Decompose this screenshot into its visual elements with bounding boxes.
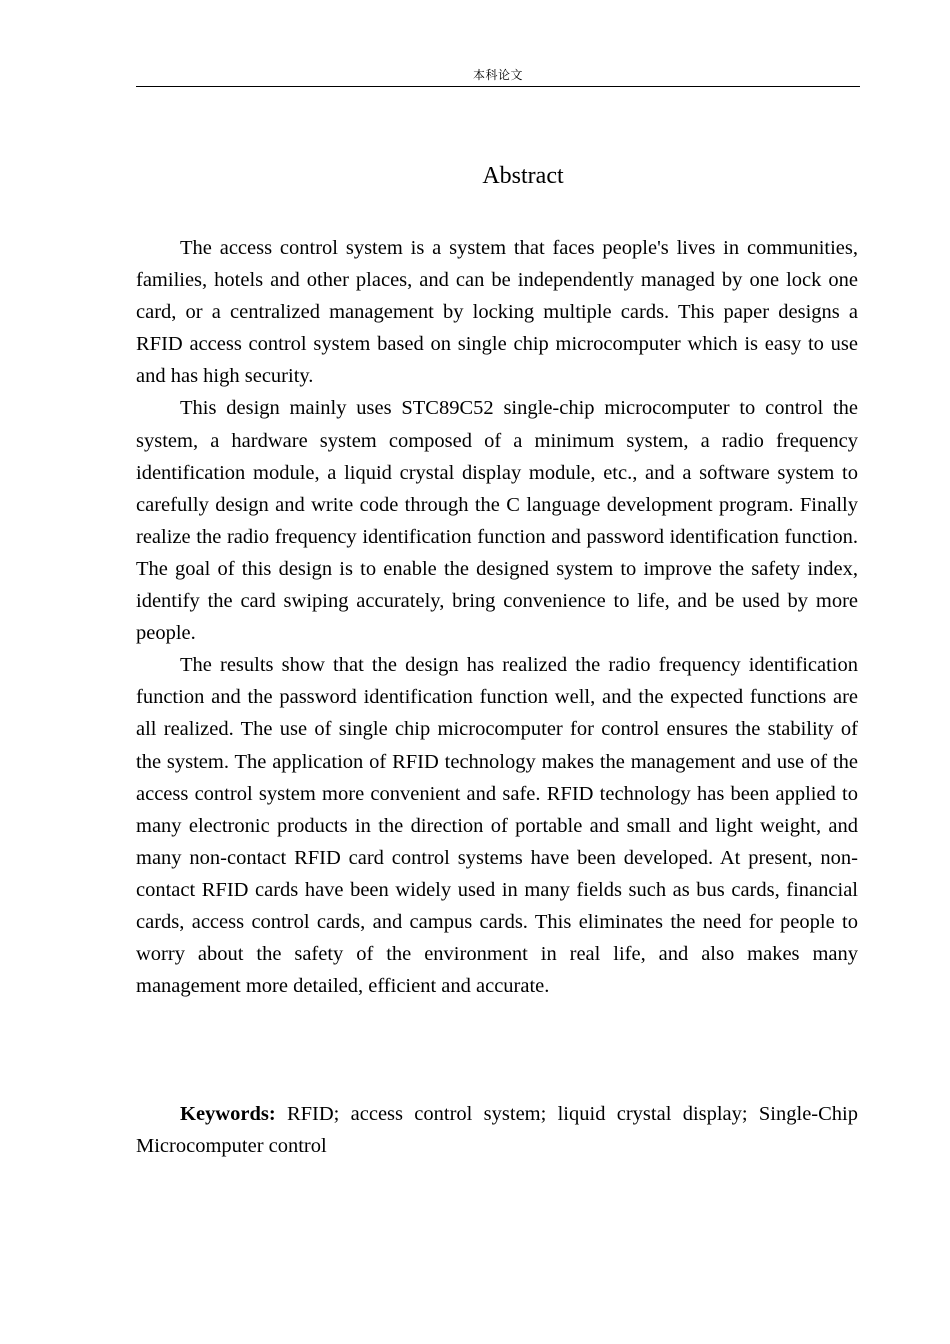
keywords-label: Keywords:: [180, 1103, 276, 1125]
keywords-line: [136, 1098, 858, 1162]
abstract-title: Abstract: [482, 163, 564, 189]
keywords-text: RFID; access control system; liquid crystal display; Single-Chip Microcomputer control: [136, 1103, 858, 1158]
page-header: [136, 66, 860, 87]
running-title: 本科论文: [472, 68, 523, 82]
abstract-paragraph-2: This design mainly uses STC89C52 single-chip microcomputer to control the system, a hardware system composed of a minimum system, a radio frequency identification module, a liquid crystal display module, etc., and a software system to carefully design and write code through the C language development program. Finally realize the radio frequency identification function and password identification function. The goal of this design is to enable the designed system to improve the safety index, identify the card swiping accurately, bring convenience to life, and be used by more people.: [136, 397, 858, 645]
abstract-body: [136, 232, 858, 1002]
abstract-paragraph-3: The results show that the design has realized the radio frequency identification function and the password identification function well, and the expected functions are all realized. The use of single chip microcomputer for control ensures the stability of the system. The application of RFID technology makes the management and use of the access control system more convenient and safe. RFID technology has been applied to many electronic products in the direction of portable and small and light weight, and many non-contact RFID card control systems have been developed. At present, non-contact RFID cards have been widely used in many fields such as bus cards, financial cards, access control cards, and campus cards. This eliminates the need for people to worry about the safety of the environment in real life, and also makes many management more detailed, efficient and accurate.: [136, 654, 858, 998]
abstract-paragraph-1: The access control system is a system that faces people's lives in communities, families, hotels and other places, and can be independently managed by one lock one card, or a centralized management by locking multiple cards. This paper designs a RFID access control system based on single chip microcomputer which is easy to use and has high security.: [136, 237, 858, 388]
